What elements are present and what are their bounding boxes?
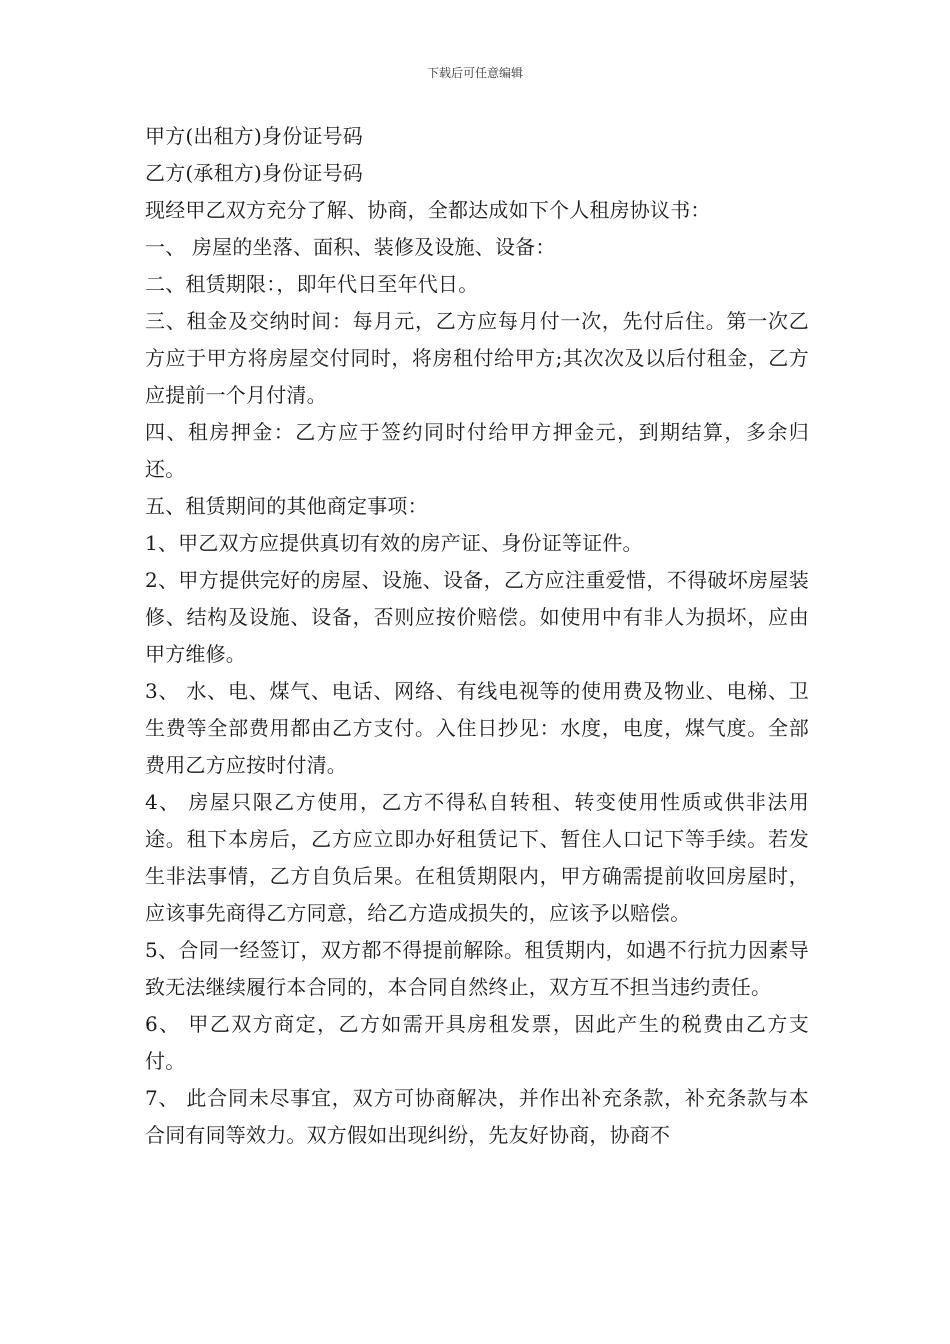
term-item-6: 6、 甲乙双方商定，乙方如需开具房租发票，因此产生的税费由乙方支付。 [145,1012,809,1073]
clause-3-rent: 三、租金及交纳时间：每月元，乙方应每月付一次，先付后住。第一次乙方应于甲方将房屋交付同时，将房租付给甲方;其次次及以后付租金，乙方应提前一个月付清。 [145,309,809,407]
clause-5-other-terms: 五、租赁期间的其他商定事项： [145,494,428,518]
term-item-3: 3、 水、电、煤气、电话、网络、有线电视等的使用费及物业、电梯、卫生费等全部费用都由乙方支付。入住日抄见：水度，电度，煤气度。全部费用乙方应按时付清。 [145,679,809,777]
clause-1-location: 一、 房屋的坐落、面积、装修及设施、设备： [145,235,556,259]
term-item-4: 4、 房屋只限乙方使用，乙方不得私自转租、转变使用性质或供非法用途。租下本房后，乙方应立即办好租赁记下、暂住人口记下等手续。若发生非法事情，乙方自负后果。在租赁期限内，甲方确需提前收回房屋时，应该事先商得乙方同意，给乙方造成损失的，应该予以赔偿。 [145,790,809,925]
page-header: 下载后可任意编辑 [426,66,523,80]
agreement-intro: 现经甲乙双方充分了解、协商，全都达成如下个人租房协议书： [145,198,711,222]
clause-2-term: 二、租赁期限：，即年代日至年代日。 [145,272,479,296]
term-item-1: 1、甲乙双方应提供真切有效的房产证、身份证等证件。 [145,531,643,555]
term-item-2: 2、甲方提供完好的房屋、设施、设备，乙方应注重爱惜，不得破坏房屋装修、结构及设施、设备，否则应按价赔偿。如使用中有非人为损坏，应由甲方维修。 [145,568,809,666]
clause-4-deposit: 四、租房押金：乙方应于签约同时付给甲方押金元，到期结算，多余归还。 [145,420,809,481]
term-item-5: 5、合同一经签订，双方都不得提前解除。租赁期内，如遇不行抗力因素导致无法继续履行本合同的，本合同自然终止，双方互不担当违约责任。 [145,938,809,999]
lessee-id-line: 乙方(承租方)身份证号码 [145,161,364,185]
document-body [145,118,809,1154]
lessor-id-line: 甲方(出租方)身份证号码 [145,124,364,148]
term-item-7: 7、 此合同未尽事宜，双方可协商解决，并作出补充条款，补充条款与本合同有同等效力。双方假如出现纠纷，先友好协商，协商不 [145,1086,809,1147]
